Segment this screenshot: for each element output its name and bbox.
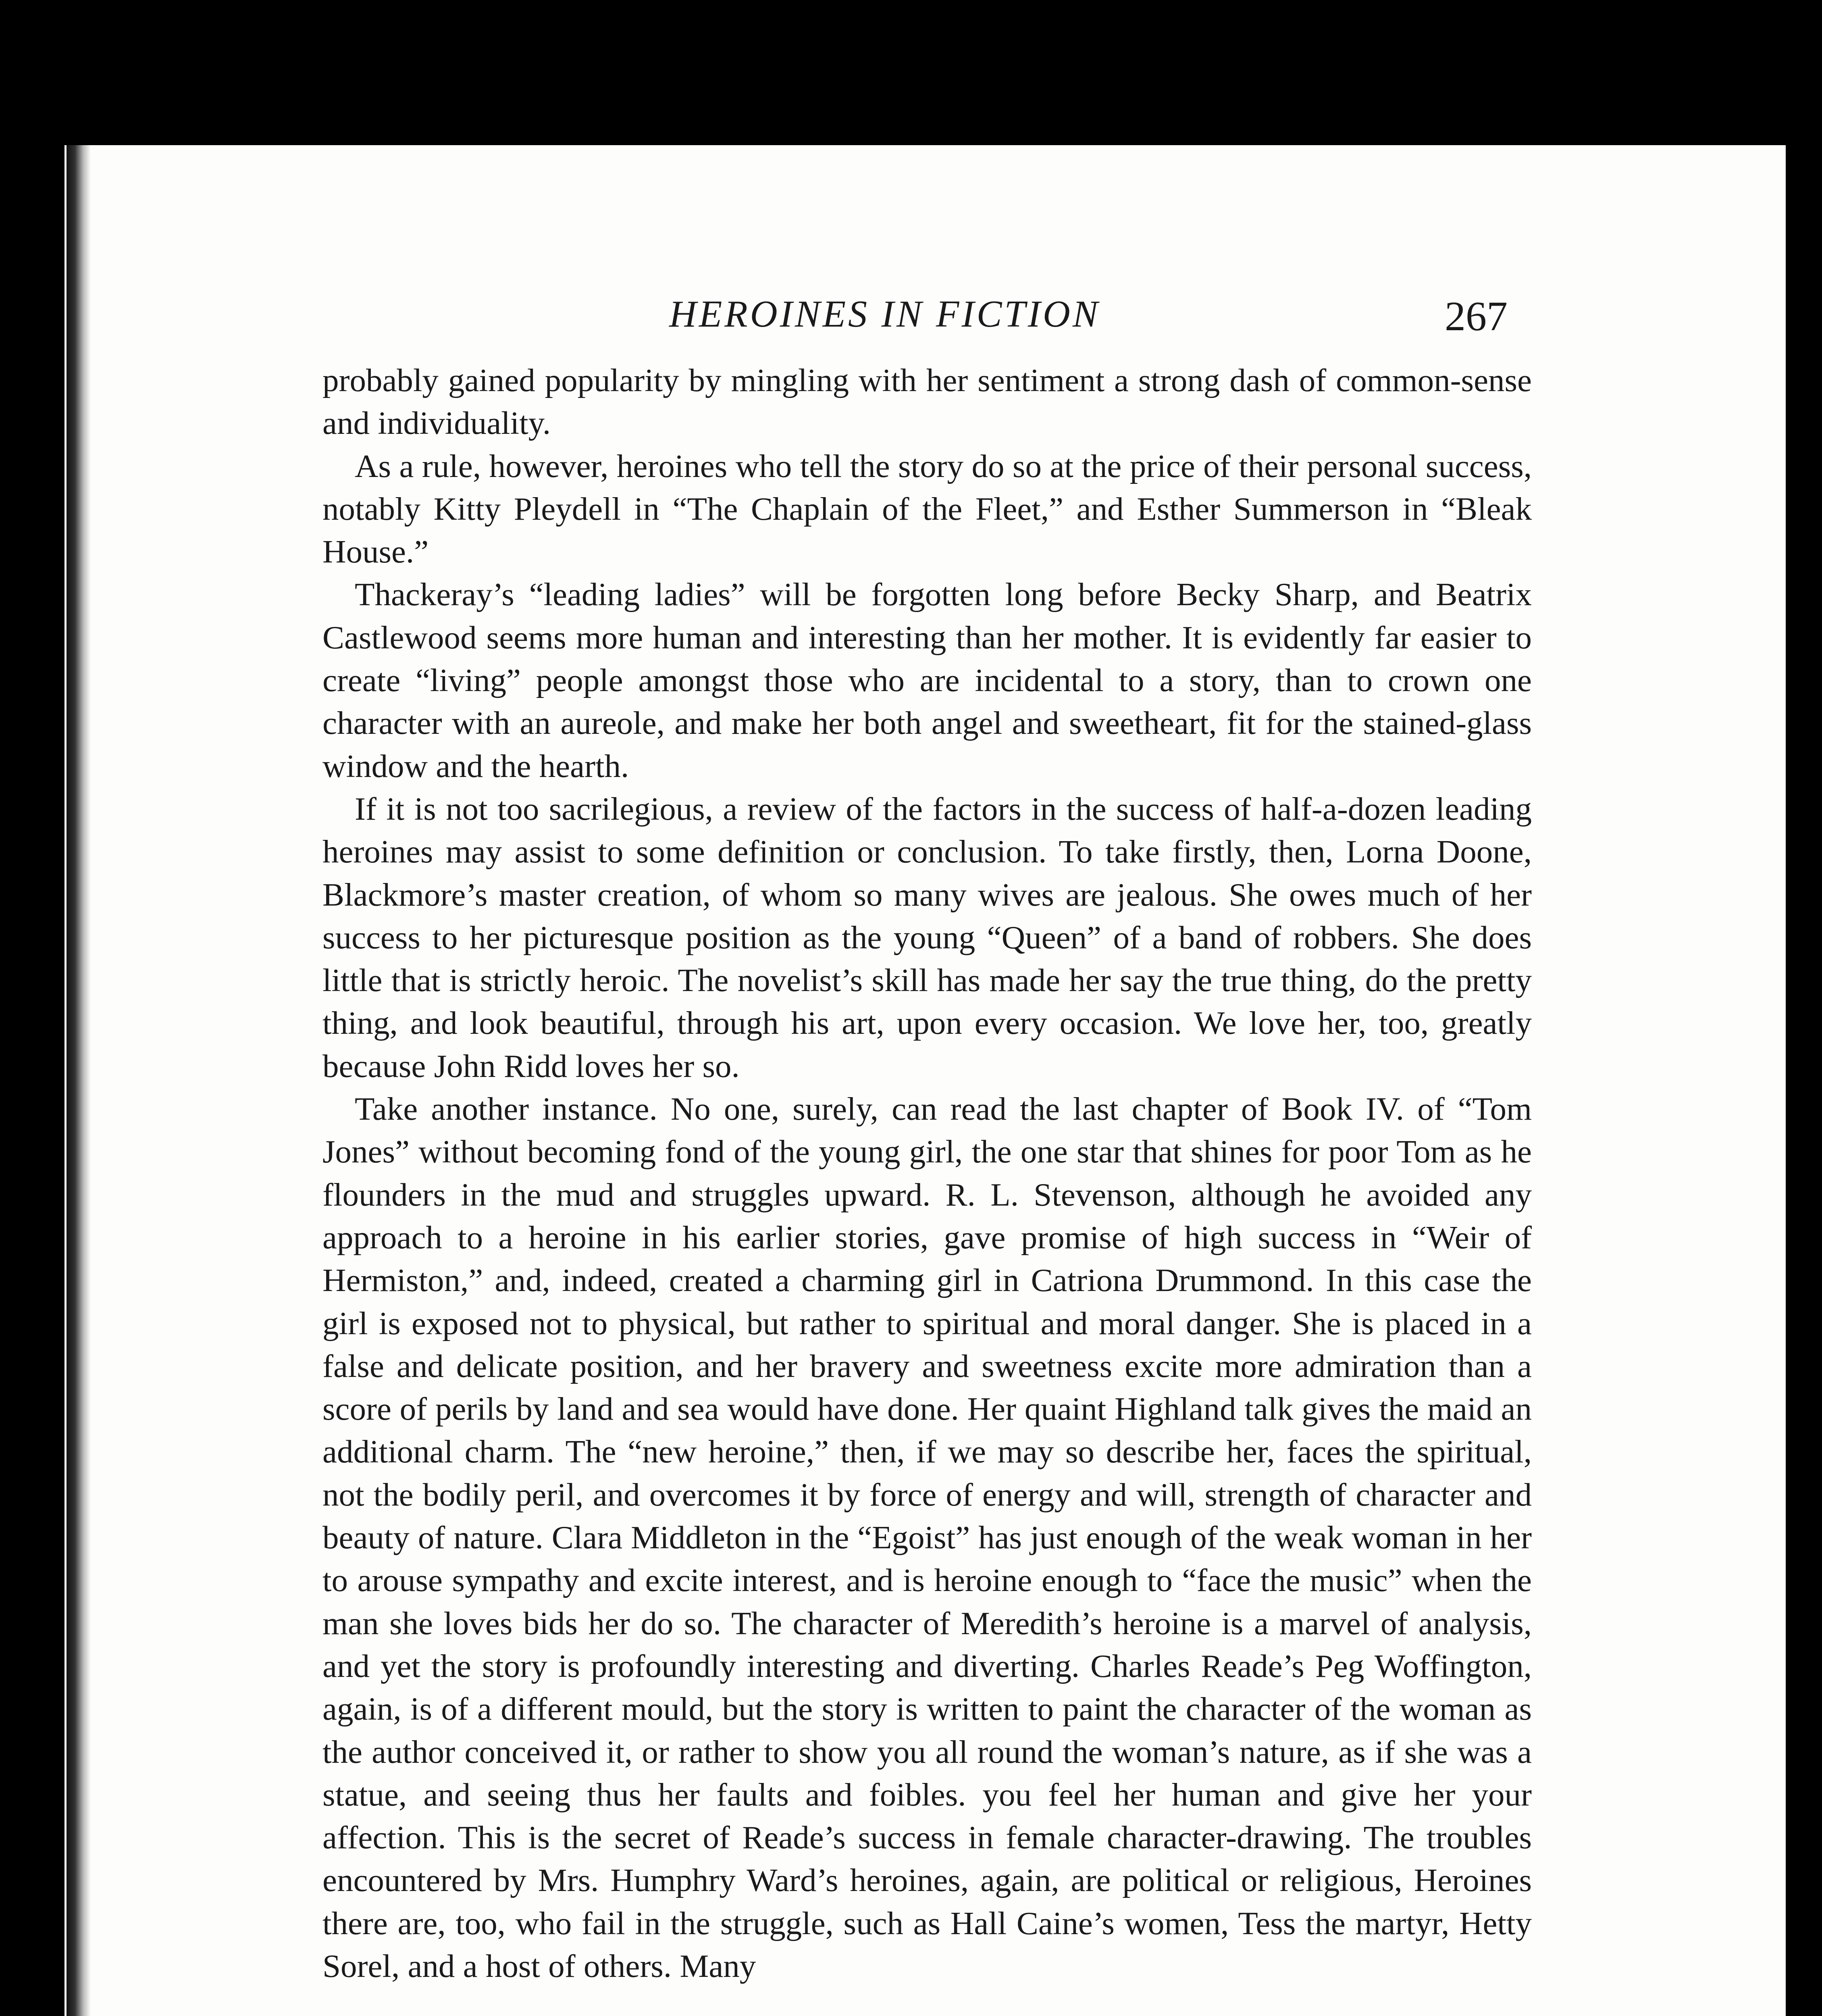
page-spine-shadow [67,145,91,2016]
running-title: HEROINES IN FICTION [669,293,1100,335]
paragraph: If it is not too sacrilegious, a review of the factors in the success of half-a-dozen leading heroines may assist to some definition or conclusion. To take firstly, then, Lorna Doone, Blackmore’s master creation, of whom so many wives are jealous. She owes much of her success to her picturesque position as the young “Queen” of a band of robbers. She does little that is strictly heroic. The novelist’s skill has made her say the true thing, do the pretty thing, and look beautiful, through his art, upon every occasion. We love her, too, greatly because John Ridd loves her so. [322,790,1532,1084]
paragraph: Take another instance. No one, surely, can read the last chapter of Book IV. of “Tom Jones” without becoming fond of the young girl, the one star that shines for poor Tom as he flounders in the mud and struggles upward. R. L. Stevenson, although he avoided any approach to a heroine in his earlier stories, gave promise of high success in “Weir of Hermiston,” and, indeed, created a charming girl in Catriona Drummond. In this case the girl is exposed not to physical, but rather to spiritual and moral danger. She is placed in a false and delicate position, and her bravery and sweetness excite more admiration than a score of perils by land and sea would have done. Her quaint Highland talk gives the maid an additional charm. The “new heroine,” then, if we may so describe her, faces the spiritual, not the bodily peril, and overcomes it by force of energy and will, strength of character and beauty of nature. Clara Middleton in the “Egoist” has just enough of the weak woman in her to arouse sympathy and excite interest, and is heroine enough to “face the music” when the man she loves bids her do so. The character of Meredith’s heroine is a marvel of analysis, and yet the story is profoundly interesting and diverting. Charles Reade’s Peg Woffington, again, is of a different mould, but the story is written to paint the character of the woman as the author conceived it, or rather to show you all round the woman’s nature, as if she was a statue, and seeing thus her faults and foibles. you feel her human and give her your affection. This is the secret of Reade’s success in female character-drawing. The troubles encountered by Mrs. Humphry Ward’s heroines, again, are political or religious, Heroines there are, too, who fail in the struggle, such as Hall Caine’s women, Tess the martyr, Hetty Sorel, and a host of others. Many [322,1091,1532,1984]
page-header [322,284,1532,345]
paragraph: probably gained popularity by mingling with her sentiment a strong dash of common-sense and individuality. [322,362,1532,442]
page-number: 267 [1445,293,1508,339]
body-text [322,359,1532,1987]
paragraph: As a rule, however, heroines who tell the story do so at the price of their personal success, notably Kitty Pleydell in “The Chaplain of the Fleet,” and Esther Summerson in “Bleak House.” [322,448,1532,570]
paragraph: Thackeray’s “leading ladies” will be forgotten long before Becky Sharp, and Beatrix Castlewood seems more human and interesting than her mother. It is evidently far easier to create “living” people amongst those who are incidental to a story, than to crown one character with an aureole, and make her both angel and sweetheart, fit for the stained-glass window and the hearth. [322,576,1532,784]
